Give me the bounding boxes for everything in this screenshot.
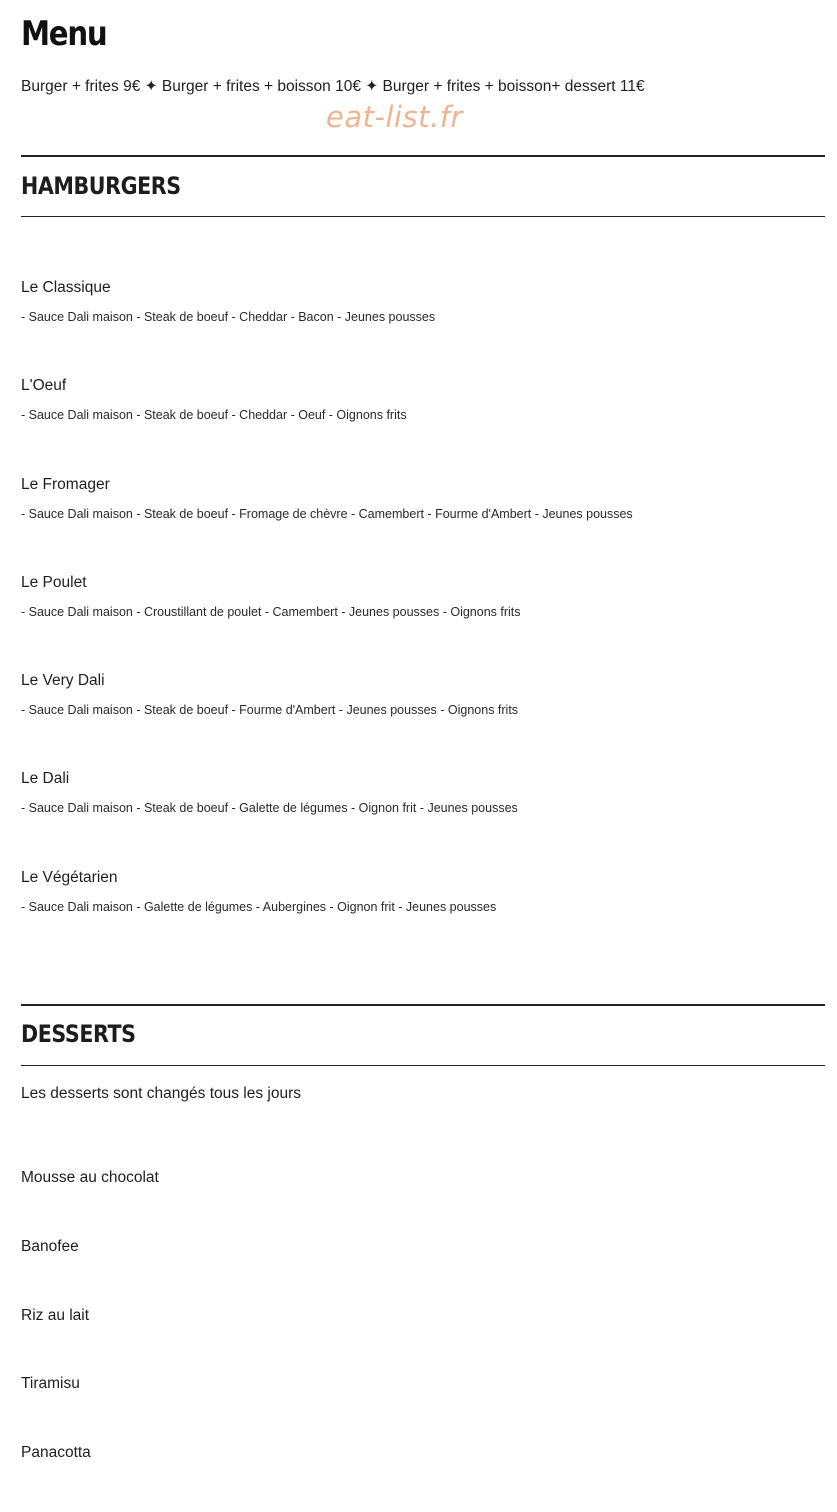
list-item: Tiramisu (21, 1375, 80, 1393)
divider-top-hamburgers (21, 155, 825, 157)
list-item (21, 868, 825, 966)
burger-description: - Sauce Dali maison - Steak de boeuf - Cheddar - Oeuf - Oignons frits (21, 408, 407, 423)
burger-name: Le Végétarien (21, 868, 118, 886)
formula-prices: Burger + frites 9€ ✦ Burger + frites + boisson 10€ ✦ Burger + frites + boisson+ dessert 11€ (21, 78, 645, 95)
list-item (21, 376, 825, 474)
list-item (21, 573, 825, 671)
burger-description: - Sauce Dali maison - Croustillant de poulet - Camembert - Jeunes pousses - Oignons frits (21, 604, 521, 619)
list-item: Banofee (21, 1237, 79, 1255)
menu-page (21, 0, 825, 1500)
dessert-list (21, 1168, 159, 1512)
burger-description: - Sauce Dali maison - Galette de légumes - Aubergines - Oignon frit - Jeunes pousses (21, 899, 497, 914)
section-heading-desserts: DESSERTS (21, 1020, 136, 1048)
burger-name: Le Fromager (21, 475, 110, 493)
burger-name: L'Oeuf (21, 377, 67, 395)
burger-name: Le Classique (21, 279, 111, 296)
divider-bottom-desserts (21, 1065, 825, 1066)
page-title: Menu (21, 14, 107, 54)
list-item: Panacotta (21, 1444, 91, 1462)
hamburger-list (21, 278, 825, 966)
list-item (21, 475, 825, 573)
list-item: Riz au lait (21, 1306, 90, 1324)
list-item (21, 671, 825, 769)
desserts-note: Les desserts sont changés tous les jours (21, 1085, 302, 1102)
burger-name: Le Dali (21, 770, 70, 788)
burger-description: - Sauce Dali maison - Steak de boeuf - Galette de légumes - Oignon frit - Jeunes pousses (21, 801, 518, 816)
burger-description: - Sauce Dali maison - Steak de boeuf - Cheddar - Bacon - Jeunes pousses (21, 310, 436, 324)
burger-name: Le Very Dali (21, 672, 105, 690)
section-heading-hamburgers: HAMBURGERS (21, 172, 181, 200)
divider-bottom-hamburgers (21, 216, 825, 217)
burger-description: - Sauce Dali maison - Steak de boeuf - Fromage de chèvre - Camembert - Fourme d'Ambert - Jeunes pousses (21, 506, 633, 521)
burger-description: - Sauce Dali maison - Steak de boeuf - Fourme d'Ambert - Jeunes pousses - Oignons frits (21, 703, 519, 718)
burger-name: Le Poulet (21, 573, 87, 591)
divider-top-desserts (21, 1004, 825, 1006)
watermark-logo: eat-list.fr (326, 100, 463, 134)
list-item: Mousse au chocolat (21, 1169, 159, 1186)
list-item (21, 769, 825, 867)
list-item (21, 278, 825, 376)
